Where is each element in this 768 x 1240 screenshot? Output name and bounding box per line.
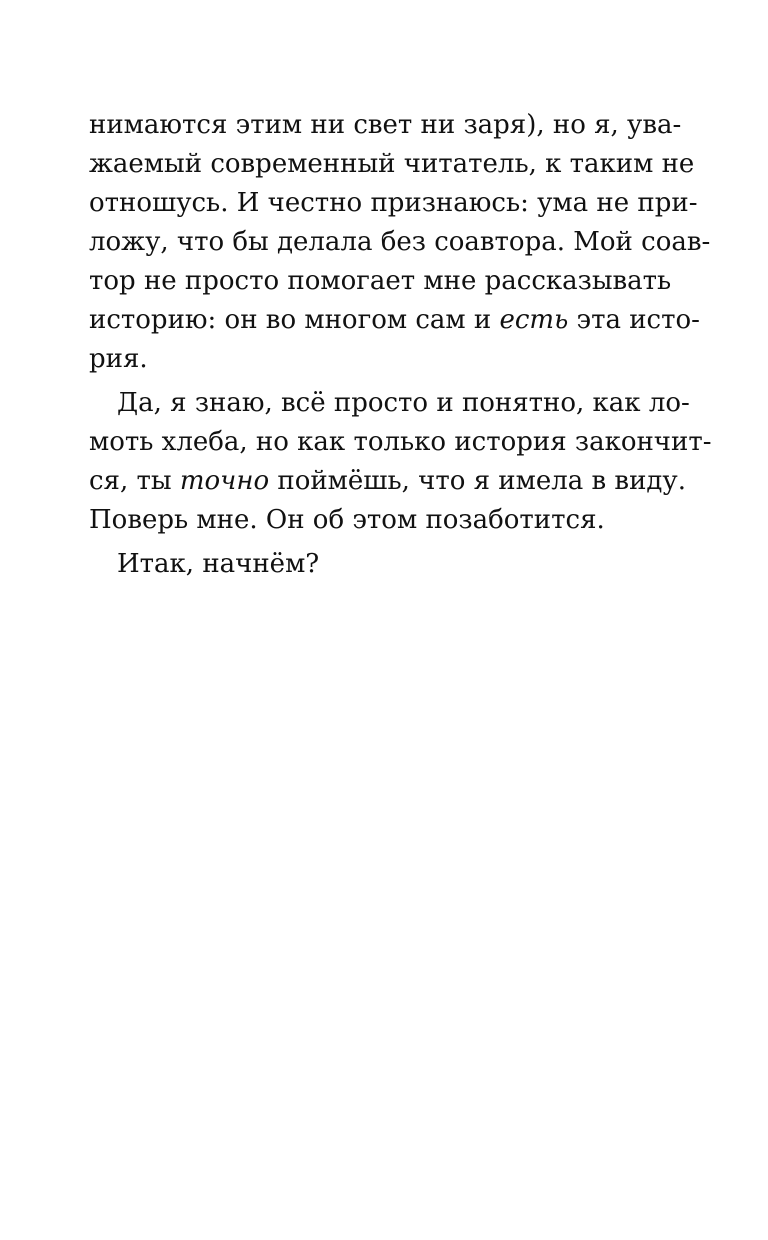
text-line bbox=[89, 145, 695, 184]
emphasized-word: точно bbox=[179, 466, 270, 496]
text-segment: Да, я знаю, всё просто и понятно, как ло- bbox=[117, 388, 690, 418]
text-line bbox=[89, 462, 686, 501]
text-line bbox=[89, 223, 711, 262]
text-segment: поймёшь, что я имела в виду. bbox=[269, 466, 686, 496]
text-segment: отношусь. И честно признаюсь: ума не при- bbox=[89, 188, 698, 218]
text-line bbox=[89, 262, 672, 301]
text-segment: нимаются этим ни свет ни заря), но я, ува- bbox=[89, 110, 682, 140]
text-line bbox=[89, 384, 690, 423]
text-segment: жаемый современный читатель, к таким не bbox=[89, 149, 695, 179]
text-line bbox=[89, 184, 698, 223]
text-segment: ся, ты bbox=[89, 466, 180, 496]
text-segment: эта исто- bbox=[568, 305, 700, 335]
text-segment: Поверь мне. Он об этом позаботится. bbox=[89, 505, 605, 535]
text-line bbox=[89, 340, 629, 379]
text-line bbox=[89, 423, 712, 462]
text-line bbox=[89, 106, 682, 145]
text-segment: тор не просто помогает мне рассказывать bbox=[89, 266, 672, 296]
text-segment: Итак, начнём? bbox=[117, 549, 320, 579]
text-segment: рия. bbox=[89, 344, 148, 374]
text-segment: моть хлеба, но как только история закончит- bbox=[89, 427, 712, 457]
body-text bbox=[89, 106, 712, 584]
emphasized-word: есть bbox=[499, 305, 569, 335]
text-line bbox=[89, 501, 629, 540]
text-line bbox=[89, 301, 700, 340]
text-segment: историю: он во многом сам и bbox=[89, 305, 500, 335]
text-line bbox=[89, 545, 629, 584]
text-segment: ложу, что бы делала без соавтора. Мой соав- bbox=[89, 227, 711, 257]
